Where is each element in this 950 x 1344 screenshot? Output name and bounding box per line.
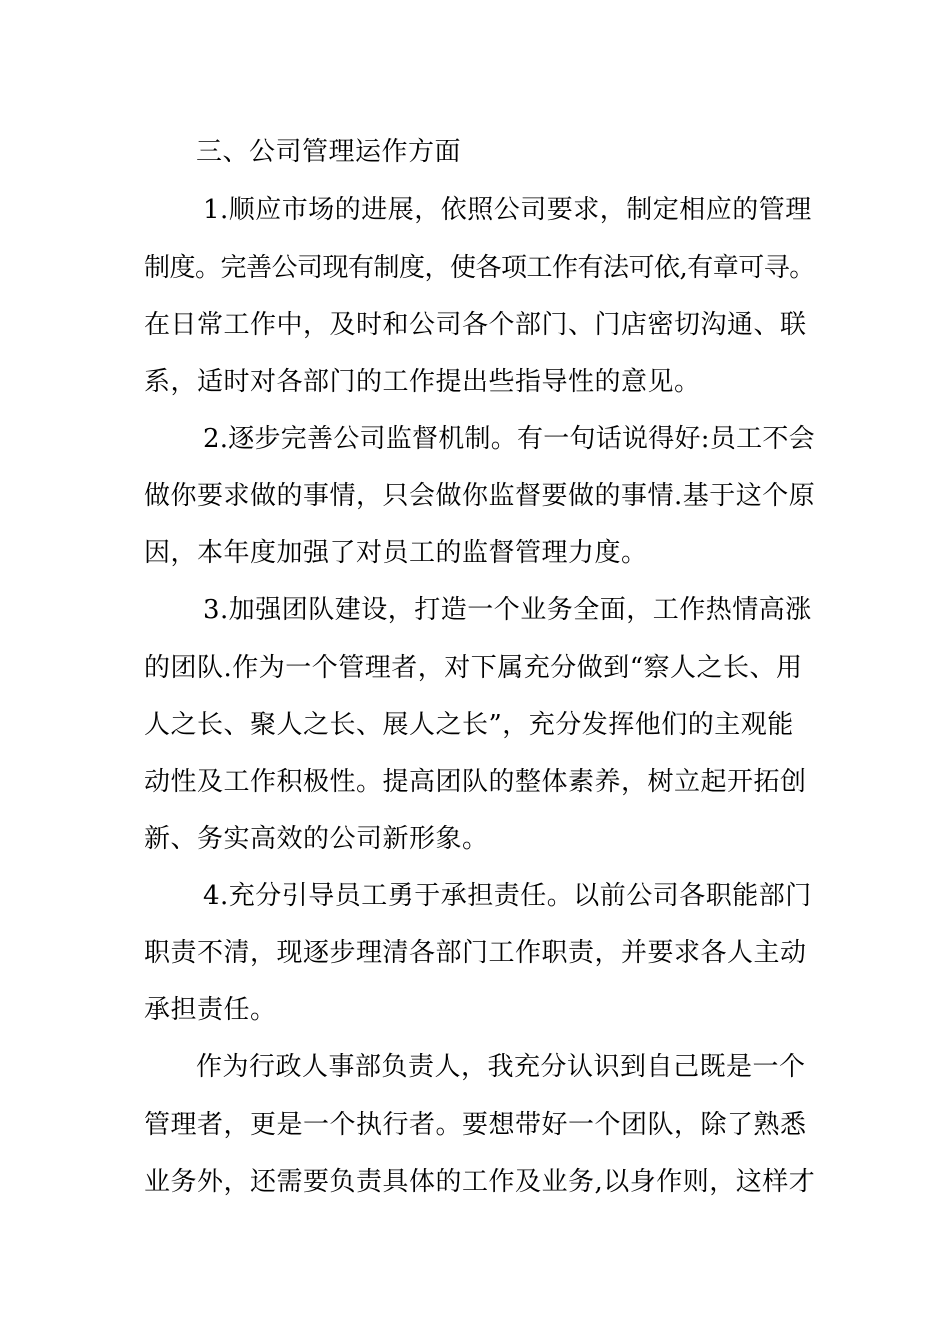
paragraph-line: 4.充分引导员工勇于承担责任。以前公司各职能部门	[203, 881, 812, 911]
paragraph-line: 作为行政人事部负责人，我充分认识到自己既是一个	[196, 1052, 806, 1082]
paragraph-line: 承担责任。	[144, 995, 277, 1025]
paragraph-line: 因，本年度加强了对员工的监督管理力度。	[144, 538, 648, 568]
paragraph-line: 新、务实高效的公司新形象。	[144, 824, 489, 854]
paragraph-line: 做你要求做的事情，只会做你监督要做的事情.基于这个原	[144, 481, 816, 511]
paragraph-line: 1.顺应市场的进展，依照公司要求，制定相应的管理	[203, 195, 812, 225]
paragraph-line: 系，适时对各部门的工作提出些指导性的意见。	[144, 367, 701, 397]
paragraph-line: 管理者，更是一个执行者。要想带好一个团队，除了熟悉	[144, 1110, 807, 1140]
paragraph-line: 业务外，还需要负责具体的工作及业务,以身作则，这样才	[144, 1167, 816, 1197]
paragraph-line: 制度。完善公司现有制度，使各项工作有法可依,有章可寻。	[144, 253, 815, 283]
paragraph-line: 的团队.作为一个管理者，对下属充分做到“察人之长、用	[144, 653, 803, 683]
paragraph-line: 3.加强团队建设，打造一个业务全面，工作热情高涨	[203, 595, 812, 625]
paragraph-line: 职责不清，现逐步理清各部门工作职责，并要求各人主动	[144, 938, 807, 968]
paragraph-line: 在日常工作中，及时和公司各个部门、门店密切沟通、联	[144, 310, 807, 340]
paragraph-line: 动性及工作积极性。提高团队的整体素养，树立起开拓创	[144, 767, 807, 797]
section-heading: 三、公司管理运作方面	[196, 137, 462, 167]
paragraph-line: 人之长、聚人之长、展人之长”，充分发挥他们的主观能	[144, 710, 794, 740]
paragraph-line: 2.逐步完善公司监督机制。有一句话说得好:员工不会	[203, 424, 815, 454]
